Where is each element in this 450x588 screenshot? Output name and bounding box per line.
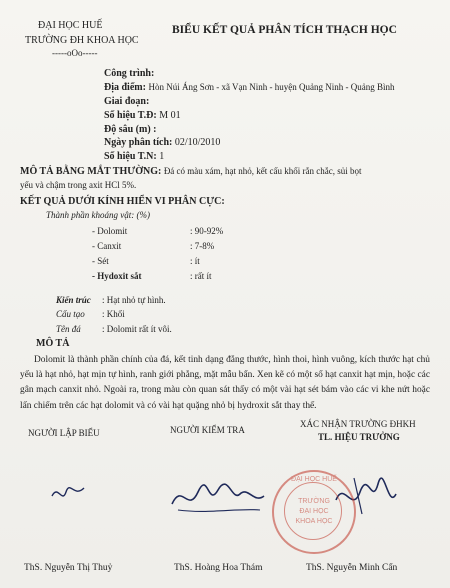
description-paragraph: Dolomit là thành phần chính của đá, kết tinh dạng đẳng thước, hình thoi, hình vuông, kích thước hạt chủ yếu là hạt nhỏ, hạt mịn tự hình, ranh giới phẳng, mặt mẫu bẩn. Xen kẽ có một số hạt canxit hạt mịn, hoặc các gân mạch canxit nhỏ. Ngoài ra, trong màu còn quan sát thấy có một vài hạt sét bám vào các vi khe nứt hoặc lấn chiếm trên các hạt dolomit và có vài hạt quặng nhỏ bị hydroxit sắt thay thế.	[20, 355, 430, 411]
location-label: Địa điểm:	[104, 82, 146, 93]
mineral-value: : ít	[190, 256, 200, 266]
checker-signature	[168, 474, 268, 518]
seal-text-line: ĐẠI HỌC	[299, 508, 329, 515]
confirm-sublabel: TL. HIỆU TRƯỞNG	[318, 432, 400, 442]
project-label: Công trình:	[104, 68, 155, 79]
sample-row	[104, 110, 181, 121]
depth-label: Độ sâu (m) :	[104, 124, 157, 135]
prop-label: Tên đá	[56, 324, 81, 334]
mineral-name: - Dolomit	[92, 226, 128, 236]
confirm-name: ThS. Nguyễn Minh Cẩn	[306, 563, 398, 573]
seal-text-line: KHOA HỌC	[295, 518, 333, 525]
sample-label: Số hiệu T.Đ:	[104, 110, 157, 121]
sample-value: M 01	[159, 110, 181, 121]
seal-ring-text: ĐẠI HỌC HUẾ	[291, 476, 337, 483]
university-name: ĐẠI HỌC HUẾ	[38, 20, 103, 31]
preparer-label: NGƯỜI LẬP BIỂU	[28, 428, 100, 438]
location-row	[104, 82, 395, 93]
date-row	[104, 137, 220, 148]
school-name: TRƯỜNG ĐH KHOA HỌC	[25, 35, 139, 46]
date-label: Ngày phân tích:	[104, 137, 173, 148]
description-heading: MÔ TẢ	[36, 338, 70, 349]
prop-value: : Hạt nhỏ tự hình.	[102, 295, 166, 305]
surface-line1: Đá có màu xám, hạt nhỏ, kết cấu khối rắn chắc, sủi bọt	[163, 166, 362, 176]
document-title: BIỂU KẾT QUẢ PHÂN TÍCH THẠCH HỌC	[172, 24, 397, 36]
mineral-name: - Hydoxit sắt	[92, 271, 142, 281]
preparer-signature	[48, 478, 88, 508]
mineral-value: : 90-92%	[190, 226, 224, 236]
micro-heading: KẾT QUẢ DƯỚI KÍNH HIỂN VI PHÂN CỰC:	[20, 196, 225, 207]
date-value: 02/10/2010	[174, 137, 221, 148]
micro-subheading: Thành phần khoáng vật: (%)	[46, 210, 150, 220]
mineral-value: : rất ít	[190, 271, 212, 281]
mineral-name: - Canxit	[92, 241, 122, 251]
confirm-label: XÁC NHẬN TRƯỜNG ĐHKH	[300, 419, 416, 429]
prop-label: Kiến trúc	[56, 295, 91, 305]
location-value: Hòn Núi Áng Sơn - xã Vạn Ninh - huyện Quảng Ninh - Quảng Bình	[148, 82, 395, 92]
checker-label: NGƯỜI KIỂM TRA	[170, 425, 245, 435]
preparer-name: ThS. Nguyễn Thị Thuỷ	[24, 563, 113, 573]
checker-name: ThS. Hoàng Hoa Thám	[174, 563, 263, 573]
tn-row	[104, 151, 164, 162]
prop-value: : Khối	[102, 309, 125, 319]
mineral-name: - Sét	[92, 256, 109, 266]
seal-text-line: TRƯỜNG	[298, 498, 330, 505]
official-seal	[272, 470, 356, 554]
tn-value: 1	[159, 151, 165, 162]
phase-label: Giai đoạn:	[104, 96, 150, 107]
prop-value: : Dolomit rất ít vôi.	[102, 324, 172, 334]
prop-label: Cấu tạo	[56, 309, 85, 319]
surface-row	[20, 166, 362, 177]
surface-heading: MÔ TẢ BẰNG MẮT THƯỜNG:	[20, 166, 162, 177]
tn-label: Số hiệu T.N:	[104, 151, 157, 162]
mineral-value: : 7-8%	[190, 241, 215, 251]
header-ornament: -----oOo-----	[52, 48, 98, 58]
surface-line2: yếu và chậm trong axit HCl 5%.	[20, 180, 137, 190]
